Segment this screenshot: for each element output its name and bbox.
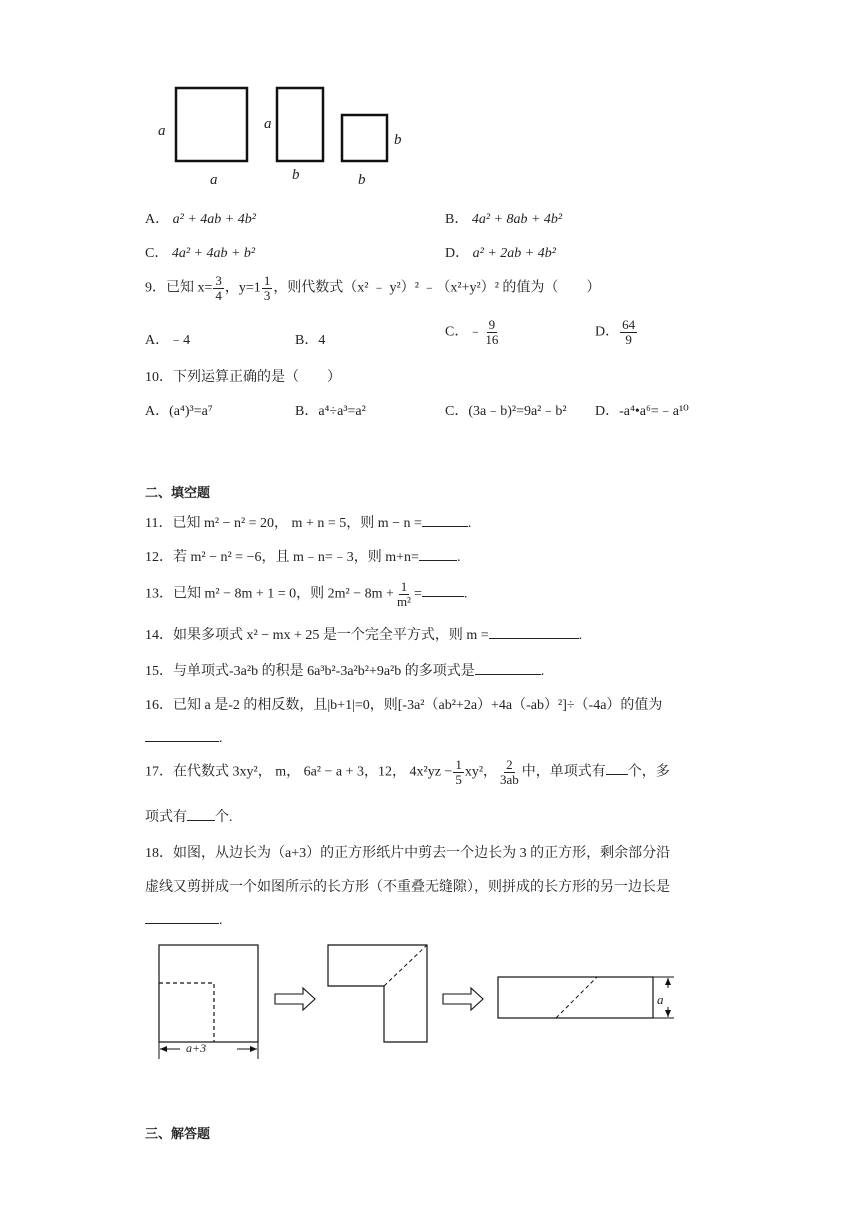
q9-option-a[interactable]: A．﹣4 xyxy=(145,333,191,348)
q10-option-b[interactable]: B．a⁴÷a³=a² xyxy=(295,404,366,419)
q9-x-fraction xyxy=(213,274,224,302)
q17-prefix: 17．在代数式 3xy²， m， 6a² − a + 3，12， 4x²yz − xyxy=(145,764,453,780)
q15-text: 15．与单项式-3a²b 的积是 6a³b²-3a²b²+9a²b 的多项式是 xyxy=(145,664,475,679)
q9-y-fraction xyxy=(262,274,273,302)
rect-ab xyxy=(277,88,323,161)
q17-line2 xyxy=(145,806,233,826)
denominator: 3 xyxy=(263,287,271,303)
numerator: 2 xyxy=(506,757,513,772)
q9-stem xyxy=(145,274,600,302)
denominator: m² xyxy=(396,593,411,609)
q18-line2: 虚线又剪拼成一个如图所示的长方形（不重叠无缝隙），则拼成的长方形的另一边长是 xyxy=(145,880,670,895)
q9-suffix: ，则代数式（x² ﹣ y²）² ﹣（x²+y²）² 的值为（ ） xyxy=(273,280,601,296)
q8-option-c[interactable] xyxy=(145,242,255,262)
q13-prefix: 13．已知 m² − 8m + 1 = 0，则 2m² − 8m + xyxy=(145,586,394,602)
q18-line3 xyxy=(145,910,223,929)
numerator: 64 xyxy=(622,317,636,332)
dim-arrow-left xyxy=(160,1046,167,1052)
q17-monomial-blank[interactable] xyxy=(606,761,628,775)
option-text: 4a² + 8ab + 4b² xyxy=(471,212,563,227)
q18-period: . xyxy=(219,913,223,928)
option-text: 4a² + 4ab + b² xyxy=(171,246,256,261)
option-text: a² + 4ab + 4b² xyxy=(172,212,256,227)
numerator: 1 xyxy=(400,579,408,594)
option-prefix: C．﹣ xyxy=(445,324,483,340)
dim-arrow-right xyxy=(250,1046,257,1052)
q11-answer-blank[interactable] xyxy=(422,513,468,527)
q16: 16．已知 a 是-2 的相反数，且|b+1|=0，则[-3a²（ab²+2a）+4a（-ab）²]÷（-4a）的值为 xyxy=(145,698,663,713)
big-square xyxy=(159,945,258,1042)
arrow-right-1 xyxy=(275,988,315,1010)
q17-mid: xy²， xyxy=(464,764,498,780)
result-rectangle xyxy=(498,977,653,1018)
denominator: 9 xyxy=(625,331,632,347)
q12-answer-blank[interactable] xyxy=(419,547,457,561)
numerator: 9 xyxy=(488,317,496,332)
numerator: 3 xyxy=(215,273,222,288)
vdim-arrow-bottom xyxy=(665,1010,671,1017)
fig8-label-a-left: a xyxy=(158,123,166,139)
option-letter: B． xyxy=(445,212,469,227)
q16-answer-blank[interactable] xyxy=(145,728,219,742)
q13: 13．已知 m² − 8m + 1 = 0，则 2m² − 8m + $\frac{1}{\text{m²}}$ = . xyxy=(145,579,468,609)
q10-option-d[interactable]: D．-a⁴•a⁶=﹣a¹⁰ xyxy=(595,404,689,419)
section-heading-solutions: 三、解答题 xyxy=(145,1127,211,1142)
q8-option-d[interactable] xyxy=(445,242,556,262)
section-heading-fill-in: 二、填空题 xyxy=(145,486,211,501)
option-letter: D． xyxy=(445,246,470,261)
q12-text: 12．若 m² − n² = −6，且 m﹣n=﹣3，则 m+n= xyxy=(145,550,419,565)
q12: 12．若 m² − n² = −6，且 m﹣n=﹣3，则 m+n= . xyxy=(145,546,460,566)
fig8-label-b-bottom: b xyxy=(358,172,366,188)
q9-prefix: 9．已知 x= xyxy=(145,280,213,296)
fig8-label-b-right: b xyxy=(394,132,402,148)
arrow-right-2 xyxy=(443,988,483,1010)
q18-line1: 18．如图，从边长为（a+3）的正方形纸片中剪去一个边长为 3 的正方形，剩余部分沿 xyxy=(145,846,671,861)
q17-suffix-1: 中，单项式有 xyxy=(521,764,606,780)
q14-answer-blank[interactable] xyxy=(489,625,579,639)
cut-dashed-line xyxy=(159,983,214,1042)
fig8-label-a-rect: a xyxy=(264,116,272,132)
denominator: 3ab xyxy=(500,771,519,787)
q9-option-d[interactable] xyxy=(595,318,638,346)
q10-stem: 10．下列运算正确的是（ ） xyxy=(145,370,341,385)
q17-polynomial-blank[interactable] xyxy=(187,807,215,821)
q11-text: 11．已知 m² − n² = 20， m + n = 5，则 m − n = xyxy=(145,516,422,531)
q16-line2: . xyxy=(145,728,223,747)
q13-fraction xyxy=(395,580,413,608)
q15: 15．与单项式-3a²b 的积是 6a³b²-3a²b²+9a²b 的多项式是 . xyxy=(145,660,544,680)
option-prefix: D． xyxy=(595,324,620,340)
q9-mid: ，y=1 xyxy=(224,280,261,296)
denominator: 4 xyxy=(215,287,222,303)
q8-option-b[interactable] xyxy=(445,208,562,228)
q15-answer-blank[interactable] xyxy=(475,661,541,675)
q17-fraction-1 xyxy=(453,758,464,786)
numerator: 1 xyxy=(263,273,271,288)
q14: 14．如果多项式 x² − mx + 25 是一个完全平方式，则 m = . xyxy=(145,624,582,644)
denominator: 16 xyxy=(485,331,499,347)
q17 xyxy=(145,758,670,786)
denominator: 5 xyxy=(455,771,462,787)
option-letter: C． xyxy=(145,246,169,261)
q17-line2-b: 个. xyxy=(215,810,233,825)
fig18-rect-label: a xyxy=(657,992,664,1007)
q11: 11．已知 m² − n² = 20， m + n = 5，则 m − n = . xyxy=(145,512,471,532)
option-text: a² + 2ab + 4b² xyxy=(472,246,556,261)
q9-option-c[interactable] xyxy=(445,318,501,346)
q9-c-fraction xyxy=(483,318,500,346)
result-cut xyxy=(556,977,597,1018)
q18-figure xyxy=(140,935,700,1065)
square-b xyxy=(342,115,387,161)
q17-fraction-2 xyxy=(498,758,521,786)
fig18-side-label: a+3 xyxy=(186,1041,207,1055)
l-shape-cut xyxy=(384,945,427,986)
square-a xyxy=(176,88,247,161)
fig8-label-b-rect: b xyxy=(292,167,300,183)
q17-line2-a: 项式有 xyxy=(145,810,187,825)
q10-option-c[interactable]: C．(3a﹣b)²=9a²﹣b² xyxy=(445,404,567,419)
vdim-arrow-top xyxy=(665,978,671,985)
q8-option-a[interactable] xyxy=(145,208,256,228)
q8-squares-figure xyxy=(150,80,420,192)
q18-answer-blank[interactable] xyxy=(145,910,219,924)
q14-text: 14．如果多项式 x² − mx + 25 是一个完全平方式，则 m = xyxy=(145,628,489,643)
q9-d-fraction xyxy=(620,318,637,346)
q13-answer-blank[interactable] xyxy=(422,583,464,597)
q10-option-a[interactable]: A．(a⁴)³=a⁷ xyxy=(145,404,213,419)
q13-suffix: = xyxy=(413,586,422,602)
option-letter: A． xyxy=(145,212,170,227)
q17-suffix-2: 个，多 xyxy=(627,764,670,780)
numerator: 1 xyxy=(455,757,462,772)
q9-option-b[interactable]: B．4 xyxy=(295,333,326,348)
fig8-label-a-bottom: a xyxy=(210,172,218,188)
